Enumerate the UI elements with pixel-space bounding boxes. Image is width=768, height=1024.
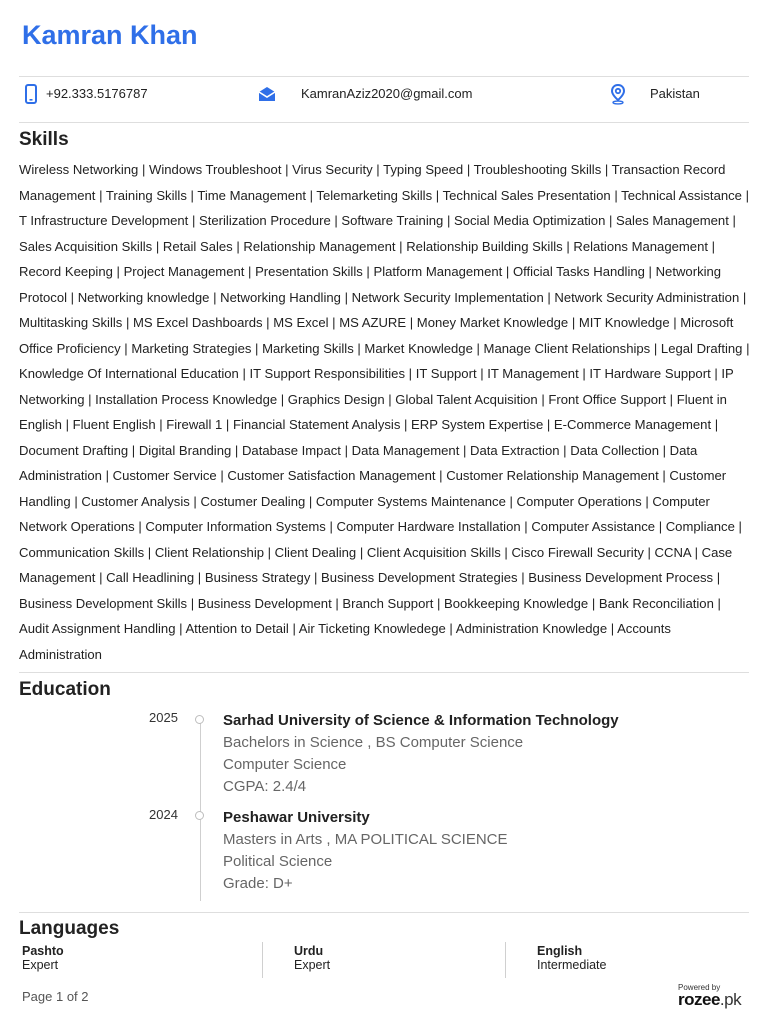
skills-title: Skills: [19, 129, 69, 150]
language-level: Intermediate: [537, 958, 607, 972]
language-level: Expert: [294, 958, 331, 972]
candidate-name: Kamran Khan: [22, 20, 198, 50]
field-text: Political Science: [223, 853, 333, 870]
language-level: Expert: [22, 958, 59, 972]
languages-title: Languages: [19, 918, 120, 939]
language-item: [537, 944, 606, 972]
phone-icon: [23, 84, 39, 104]
timeline-dot: [195, 715, 204, 724]
grade-text: Grade: D+: [223, 875, 293, 892]
language-name: English: [537, 944, 583, 958]
brand-suffix: .pk: [719, 990, 742, 1009]
envelope-icon: [257, 85, 277, 103]
contact-divider: [19, 122, 749, 123]
education-timeline: [0, 700, 768, 905]
location-pin-icon: [609, 83, 627, 105]
skills-list: Wireless Networking | Windows Troubleshoot | Virus Security | Typing Speed | Troubleshooting Skills | Transaction Record Management | Training Skills | Time Management | Telemarketing Skills | Technical Sales Presentation | Technical Assistance | T Infrastructure Development | Sterilization Procedure | Software Training | Social Media Optimization | Sales Management | Sales Acquisition Skills | Retail Sales | Relationship Management | Relationship Building Skills | Relations Management | Record Keeping | Project Management | Presentation Skills | Platform Management | Official Tasks Handling | Networking Protocol | Networking knowledge | Networking Handling | Network Security Implementation | Network Security Administration | Multitasking Skills | MS Excel Dashboards | MS Excel | MS AZURE | Money Market Knowledge | MIT Knowledge | Microsoft Office Proficiency | Marketing Strategies | Marketing Skills | Market Knowledge | Manage Client Relationships | Legal Drafting | Knowledge Of International Education | IT Support Responsibilities | IT Support | IT Management | IT Hardware Support | IP Networking | Installation Process Knowledge | Graphics Design | Global Talent Acquisition | Front Office Support | Fluent in English | Fluent English | Firewall 1 | Financial Statement Analysis | ERP System Expertise | E-Commerce Management | Document Drafting | Digital Branding | Database Impact | Data Management | Data Extraction | Data Collection | Data Administration | Customer Service | Customer Satisfaction Management | Customer Relationship Management | Customer Handling | Customer Analysis | Costumer Dealing | Computer Systems Maintenance | Computer Operations | Computer Network Operations | Computer Information Systems | Computer Hardware Installation | Computer Assistance | Compliance | Communication Skills | Client Relationship | Client Dealing | Client Acquisition Skills | Cisco Firewall Security | CCNA | Case Management | Call Headlining | Business Strategy | Business Development Strategies | Business Development Process | Business Development Skills | Business Development | Branch Support | Bookkeeping Knowledge | Bank Reconciliation | Audit Assignment Handling | Attention to Detail | Air Ticketing Knowledege | Administration Knowledge | Accounts Administration: [19, 162, 750, 662]
education-entry: [223, 710, 619, 798]
education-entry: [223, 807, 508, 895]
header-divider: [19, 76, 749, 77]
powered-by-text: Powered by: [678, 983, 721, 992]
field-text: Computer Science: [223, 756, 347, 773]
education-title: Education: [19, 679, 111, 700]
location-item: [609, 78, 627, 110]
phone-item: [23, 78, 39, 110]
timeline-dot: [195, 811, 204, 820]
education-year: 2025: [149, 710, 178, 725]
language-name: Pashto: [22, 944, 64, 958]
language-item: [22, 944, 64, 972]
brand-main: rozee: [678, 990, 720, 1009]
language-separator: [262, 942, 263, 978]
page-indicator: Page 1 of 2: [22, 989, 89, 1004]
skills-divider: [19, 672, 749, 673]
degree-text: Bachelors in Science , BS Computer Science: [223, 734, 524, 751]
language-name: Urdu: [294, 944, 324, 958]
contact-row: [19, 78, 749, 122]
email-item: [257, 78, 277, 110]
brand-name: [678, 990, 741, 1010]
phone-number: +92.333.5176787: [46, 86, 148, 101]
degree-text: Masters in Arts , MA POLITICAL SCIENCE: [223, 831, 508, 848]
institution-name: Sarhad University of Science & Information Technology: [223, 712, 619, 729]
email-address: KamranAziz2020@gmail.com: [301, 86, 473, 101]
rozee-logo: [678, 983, 748, 1011]
institution-name: Peshawar University: [223, 809, 370, 826]
education-year: 2024: [149, 807, 178, 822]
language-separator: [505, 942, 506, 978]
location-text: Pakistan: [650, 86, 700, 101]
language-item: [294, 944, 330, 972]
education-divider: [19, 912, 749, 913]
grade-text: CGPA: 2.4/4: [223, 778, 307, 795]
